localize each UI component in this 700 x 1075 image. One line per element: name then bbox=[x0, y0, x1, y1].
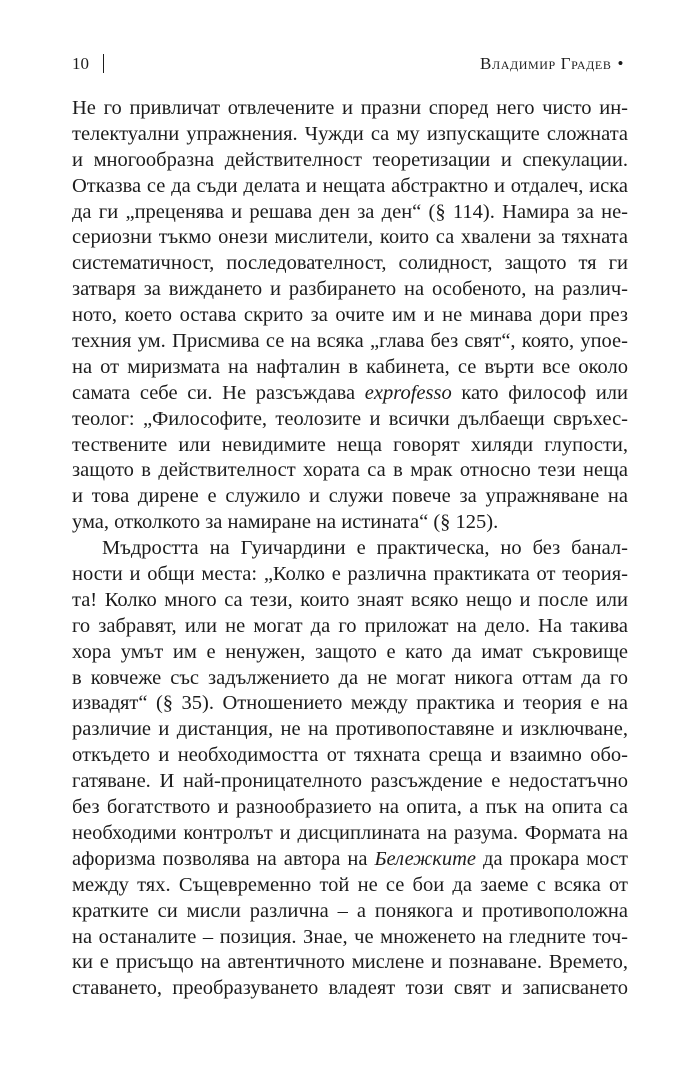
header-separator bbox=[103, 54, 104, 73]
italic-term: exprofesso bbox=[364, 381, 452, 404]
text-line: техния ум. Присмива се на всяка „глава без свят“, която, упое- bbox=[72, 330, 628, 353]
text-segment: самата себе си. Не разсъждава bbox=[72, 381, 365, 404]
text-line: на от миризмата на нафталин в кабинета, се върти все около bbox=[72, 355, 628, 378]
text-segment: да прокара мост bbox=[476, 847, 628, 870]
text-line: теолог: „Философите, теолозите и всички дълбаещи свръхес- bbox=[72, 407, 628, 430]
text-line: ности и общи места: „Колко е различна практиката от теория- bbox=[72, 563, 628, 586]
page-number: 10 bbox=[72, 54, 89, 73]
text-line: без богатството и разнообразието на опита, а пък на опита са bbox=[72, 796, 628, 819]
text-line: тествените или невидимите неща говорят хиляди глупости, bbox=[72, 433, 628, 456]
text-line-with-italic bbox=[72, 847, 628, 873]
text-line: между тях. Същевременно той не се бои да заеме с всяка от bbox=[72, 873, 628, 896]
text-line: телектуални упражнения. Чужди са му изпускащите сложната bbox=[72, 122, 628, 145]
text-segment: като философ или bbox=[451, 381, 628, 404]
text-line: необходими контролът и дисциплината на разума. Формата на bbox=[72, 821, 628, 844]
text-line: гатяване. И най-проницателното разсъждение е недостатъчно bbox=[72, 770, 628, 793]
italic-title: Бележките bbox=[374, 847, 476, 870]
text-line: и това дирене е служило и служи повече за упражняване на bbox=[72, 485, 628, 508]
paragraph-first-line: Мъдростта на Гуичардини е практическа, но без банал- bbox=[102, 537, 628, 560]
running-head bbox=[480, 54, 624, 74]
text-line: различие и дистанция, не на противопоставяне и изключване, bbox=[72, 718, 628, 741]
text-line: извадят“ (§ 35). Отношението между практика и теория е на bbox=[72, 692, 628, 715]
text-line: го забравят, или не могат да го приложат на дело. На такива bbox=[72, 614, 628, 637]
text-line: защото в действителност хората са в мрак относно тези неща bbox=[72, 459, 628, 482]
text-line: Не го привличат отвлечените и празни според него чисто ин- bbox=[72, 97, 628, 119]
text-line: на останалите – позиция. Знае, че множенето на гледните точ- bbox=[72, 925, 628, 948]
text-segment: афоризма позволява на автора на bbox=[72, 847, 375, 870]
text-line: та! Колко много са тези, които знаят всяко нещо и после или bbox=[72, 588, 628, 611]
text-line: Отказва се да съди делата и нещата абстрактно и отдалеч, иска bbox=[72, 174, 628, 197]
paragraph-last-line: ума, отколкото за намиране на истината“ (§ 125). bbox=[72, 511, 499, 534]
text-line-with-italic bbox=[72, 381, 628, 407]
text-line: и многообразна действителност теоретизации и спекулации. bbox=[72, 148, 628, 171]
body-text bbox=[72, 96, 628, 1002]
text-line: сериозни тъкмо онези мислители, които са хвалени за тяхната bbox=[72, 226, 628, 249]
author-name: Владимир Градев bbox=[480, 54, 612, 73]
text-line: затваря за виждането и разбирането на особеното, на различ- bbox=[72, 278, 628, 301]
text-line: систематичност, последователност, солидност, защото тя ги bbox=[72, 252, 628, 275]
text-line: откъдето и необходимостта от тяхната среща и взаимно обо- bbox=[72, 744, 628, 767]
bullet-icon: • bbox=[617, 54, 624, 73]
text-line: да ги „преценява и решава ден за ден“ (§ 114). Намира за не- bbox=[72, 200, 628, 223]
text-line: хора умът им е ненужен, защото е като да имат съкровище bbox=[72, 640, 628, 663]
text-line: кратките си мисли различна – а понякога и противоположна bbox=[72, 899, 628, 922]
text-line: ното, което остава скрито за очите им и не минава дори през bbox=[72, 304, 628, 327]
page-header bbox=[72, 54, 624, 80]
text-line: в ковчеже със задължението да не могат никога оттам да го bbox=[72, 666, 628, 689]
text-line: ки е присъщо на автентичното мислене и познаване. Времето, bbox=[72, 951, 628, 974]
text-line: ставането, преобразуването владеят този свят и записването bbox=[72, 977, 628, 1000]
